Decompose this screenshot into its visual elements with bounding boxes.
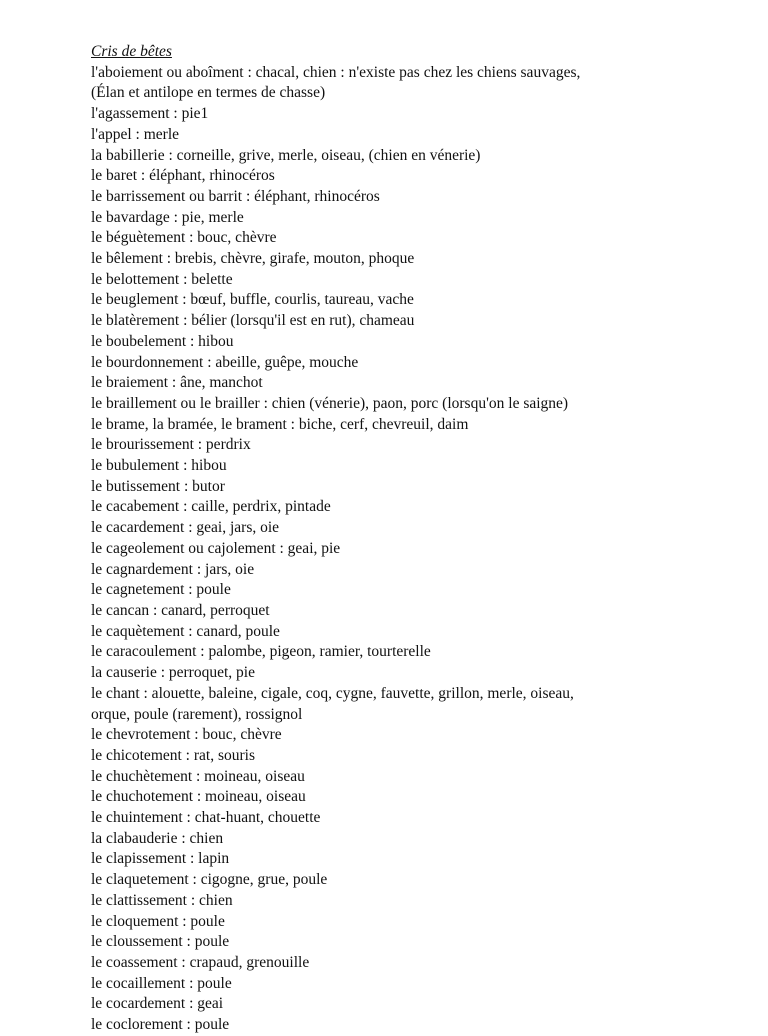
entry-line: le brourissement : perdrix xyxy=(91,436,251,454)
entry-line: l'agassement : pie1 xyxy=(91,105,209,123)
entry-line: le bubulement : hibou xyxy=(91,457,227,475)
entry-line: le chuintement : chat-huant, chouette xyxy=(91,809,321,827)
entry-line: le cageolement ou cajolement : geai, pie xyxy=(91,539,341,557)
entry-line: le braillement ou le brailler : chien (vénerie), paon, porc (lorsqu'on le saigne) xyxy=(91,394,569,412)
entry-line: le claquetement : cigogne, grue, poule xyxy=(91,871,328,889)
entry-line: le beuglement : bœuf, buffle, courlis, taureau, vache xyxy=(91,291,414,309)
entry-line: la babillerie : corneille, grive, merle, oiseau, (chien en vénerie) xyxy=(91,146,481,164)
entry-line: le caquètement : canard, poule xyxy=(91,622,280,640)
entry-line: le cloussement : poule xyxy=(91,933,230,951)
entry-line: le cacardement : geai, jars, oie xyxy=(91,519,280,537)
entry-line: le clapissement : lapin xyxy=(91,850,230,868)
entry-line: le cancan : canard, perroquet xyxy=(91,601,270,619)
entry-line: le clattissement : chien xyxy=(91,891,233,909)
entry-line: le boubelement : hibou xyxy=(91,332,234,350)
entry-line: le blatèrement : bélier (lorsqu'il est en rut), chameau xyxy=(91,312,415,330)
entry-line: le cagnetement : poule xyxy=(91,581,231,599)
entry-line: le bêlement : brebis, chèvre, girafe, mouton, phoque xyxy=(91,250,415,268)
entry-line: le cacabement : caille, perdrix, pintade xyxy=(91,498,331,516)
entry-line: le cocardement : geai xyxy=(91,995,224,1013)
entry-line: le chevrotement : bouc, chèvre xyxy=(91,726,282,744)
entry-line: le belottement : belette xyxy=(91,270,233,288)
entry-line: le chuchotement : moineau, oiseau xyxy=(91,788,306,806)
entry-line: le coassement : crapaud, grenouille xyxy=(91,953,310,971)
entry-line: le chant : alouette, baleine, cigale, coq, cygne, fauvette, grillon, merle, oiseau, xyxy=(91,684,574,702)
entry-line: le cagnardement : jars, oie xyxy=(91,560,255,578)
entry-line: le coclorement : poule xyxy=(91,1016,230,1034)
entry-line: le barrissement ou barrit : éléphant, rhinocéros xyxy=(91,187,380,205)
entry-list xyxy=(91,63,748,1036)
entry-line: orque, poule (rarement), rossignol xyxy=(91,705,303,723)
entry-line: le bavardage : pie, merle xyxy=(91,208,244,226)
entry-line: la clabauderie : chien xyxy=(91,829,224,847)
entry-line: le caracoulement : palombe, pigeon, ramier, tourterelle xyxy=(91,643,431,661)
entry-line: le baret : éléphant, rhinocéros xyxy=(91,167,275,185)
entry-line: le braiement : âne, manchot xyxy=(91,374,263,392)
entry-line: l'aboiement ou aboîment : chacal, chien : n'existe pas chez les chiens sauvages, xyxy=(91,63,581,81)
entry-line: l'appel : merle xyxy=(91,125,180,143)
entry-line: le cloquement : poule xyxy=(91,912,225,930)
entry-line: (Élan et antilope en termes de chasse) xyxy=(91,84,326,102)
entry-line: le butissement : butor xyxy=(91,477,225,495)
entry-line: le cocaillement : poule xyxy=(91,974,232,992)
entry-line: le brame, la bramée, le brament : biche, cerf, chevreuil, daim xyxy=(91,415,469,433)
entry-line: le chuchètement : moineau, oiseau xyxy=(91,767,305,785)
entry-line: le bourdonnement : abeille, guêpe, mouche xyxy=(91,353,359,371)
document-page xyxy=(91,42,748,1036)
document-title: Cris de bêtes xyxy=(91,43,172,60)
entry-line: le béguètement : bouc, chèvre xyxy=(91,229,277,247)
entry-line: la causerie : perroquet, pie xyxy=(91,664,255,682)
entry-line: le chicotement : rat, souris xyxy=(91,746,255,764)
